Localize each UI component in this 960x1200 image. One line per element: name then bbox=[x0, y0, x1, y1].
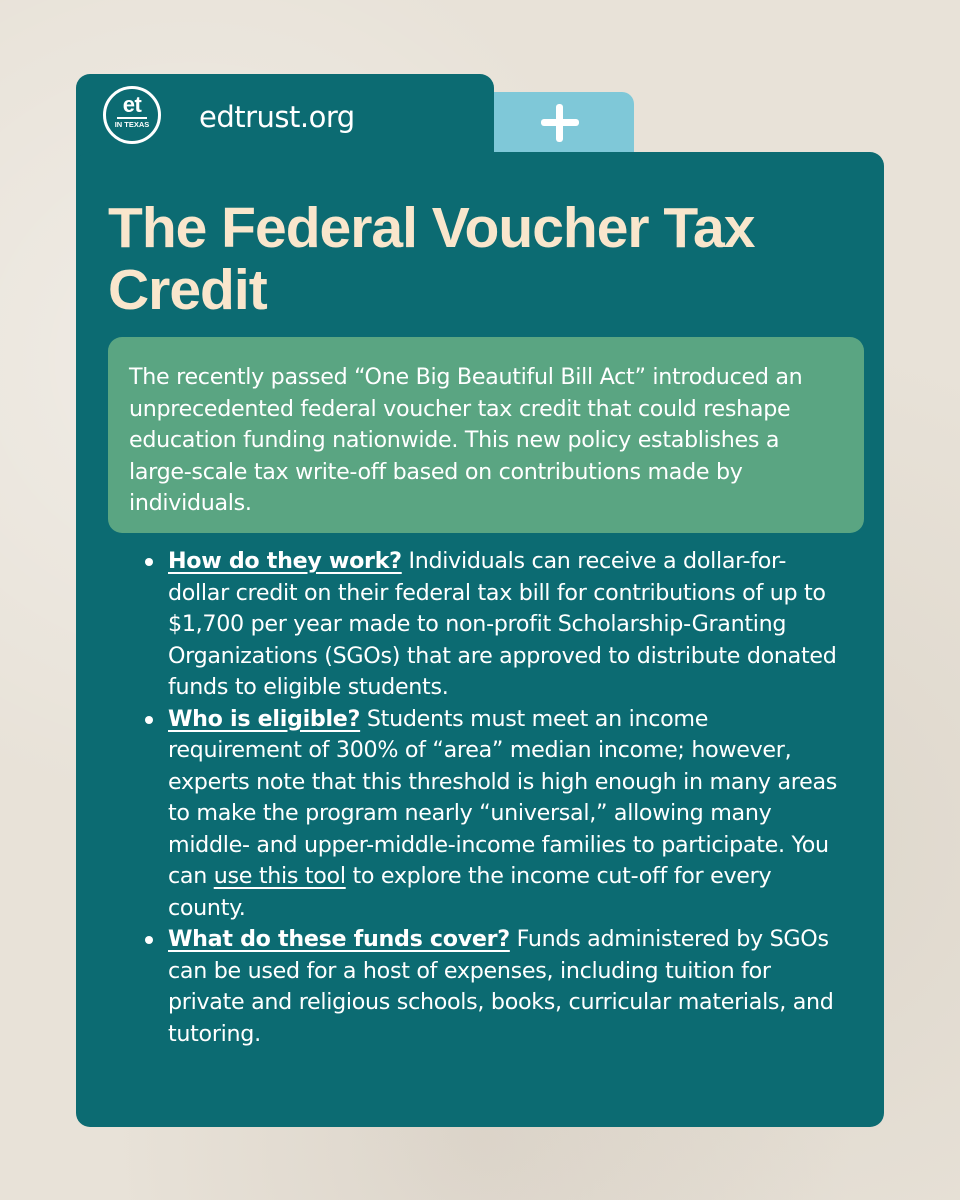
bullet-list bbox=[168, 546, 844, 1050]
bullet-item-how bbox=[168, 546, 844, 704]
bullet-item-who bbox=[168, 704, 844, 925]
logo-subtext: IN TEXAS bbox=[114, 120, 150, 129]
bullet-text: Students must meet an income requirement of 300% of “area” median income; however, experts note that this threshold is high enough in many areas to make the program nearly “universal,” allowing many middle- and upper-middle-income families to participate. You can bbox=[168, 705, 838, 889]
plus-icon-vertical bbox=[556, 104, 563, 142]
bullet-lead: What do these funds cover? bbox=[168, 926, 510, 952]
bullet-text: Individuals can receive a dollar-for-dollar credit on their federal tax bill for contributions of up to $1,700 per year made to non-profit Scholarship-Granting Organizations (SGOs) that are approved to distribute donated funds to eligible students. bbox=[168, 548, 837, 700]
income-tool-link[interactable]: use this tool bbox=[213, 863, 346, 889]
bullet-text: Funds administered by SGOs can be used for a host of expenses, including tuition for private and religious schools, books, curricular materials, and tutoring. bbox=[168, 926, 834, 1047]
logo-divider bbox=[117, 117, 147, 119]
page-title: The Federal Voucher Tax Credit bbox=[108, 196, 755, 322]
bullet-item-what bbox=[168, 924, 844, 1050]
intro-box: The recently passed “One Big Beautiful Bill Act” introduced an unprecedented federal voucher tax credit that could reshape education funding nationwide. This new policy establishes a large-scale tax write-off based on contributions made by individuals. bbox=[108, 337, 864, 533]
logo-text: et bbox=[122, 92, 142, 117]
bullet-lead: How do they work? bbox=[168, 548, 402, 574]
bullet-lead: Who is eligible? bbox=[168, 705, 361, 732]
site-url: edtrust.org bbox=[199, 100, 355, 134]
edtrust-logo bbox=[103, 86, 161, 144]
bullet-text-after: to explore the income cut-off for every county. bbox=[168, 863, 772, 921]
